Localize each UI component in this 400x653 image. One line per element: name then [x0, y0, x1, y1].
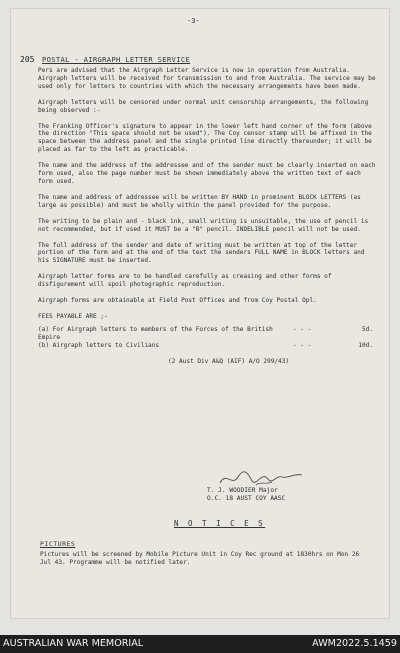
fee-dashes: - - -	[293, 341, 312, 349]
paragraph: Pers are advised that the Airgraph Letter Service is now in operation from Australia. Airgraph letters will be received for transmission to and from Australia. The service may be used only for letters to countries with which the necessary arrangements have been made.	[38, 67, 376, 90]
paragraph: Airgraph letter forms are to be handled carefully as creasing and other forms of disfigurement will spoil photographic reproduction.	[38, 273, 332, 289]
pictures-notice: Pictures will be screened by Mobile Picture Unit in Coy Rec ground at 1830hrs on Mon 26 Jul 43. Programme will be notified later.	[40, 551, 360, 566]
paragraph: The Franking Officer's signature to appear in the lower left hand corner of the form (above the direction "This space should not be used"). The Coy censor stamp will be affixed in the space between the address panel and the single printed line directly thereunder; it will be placed as far to the left as practicable.	[38, 122, 372, 154]
paragraph: The full address of the sender and date of writing must be written at top of the letter portion of the form and at the end of the text the senders FULL NAME in BLOCK letters and his SIGNATURE must be inserted.	[38, 241, 365, 265]
handwritten-signature	[216, 467, 306, 489]
paragraph: Airgraph forms are obtainable at Field Post Offices and from Coy Postal Opl.	[38, 297, 317, 305]
body-text	[38, 67, 376, 365]
signature-block	[207, 487, 285, 503]
item-number: 205	[20, 55, 35, 64]
archive-footer	[0, 635, 400, 653]
fee-row	[38, 342, 376, 350]
paragraph: Airgraph letters will be censored under normal unit censorship arrangements, the following being observed :-	[38, 98, 369, 114]
notices-title: N O T I C E S	[174, 519, 266, 528]
fee-dashes: - - -	[293, 325, 312, 333]
document-page	[11, 9, 389, 618]
paragraph: The writing to be plain and - black ink, small writing is unsuitable, the use of pencil is not recommended, but if used it MUST be a "B" pencil. INDELIBLE pencil will not be used.	[38, 217, 369, 233]
signatory-title: O.C. 18 AUST COY AASC	[207, 495, 286, 502]
page-number: -3-	[187, 17, 200, 25]
signatory-name: T. J. WOODIER Major	[207, 487, 278, 494]
archive-name: AUSTRALIAN WAR MEMORIAL	[3, 638, 144, 649]
section-heading: POSTAL - AIRGRAPH LETTER SERVICE	[42, 55, 191, 64]
paragraph: The name and address of addressee will be written BY HAND in prominent BLOCK LETTERS (as large as possible) and must be wholly within the panel provided for the purpose.	[38, 193, 361, 209]
fee-amount: 10d.	[358, 341, 373, 349]
fee-row	[38, 326, 376, 342]
pictures-heading: PICTURES	[40, 540, 76, 548]
fee-label: (b) Airgraph letters to Civilians	[38, 341, 160, 349]
catalogue-id: AWM2022.5.1459	[312, 638, 397, 649]
paragraph: The name and the address of the addressee and of the sender must be clearly inserted on each form used, also the page number must be shown immediately above the written text of each form used.	[38, 162, 376, 185]
fee-amount: 5d.	[361, 325, 373, 333]
order-reference: (2 Aust Div A&Q (AIF) A/O 299/43)	[168, 357, 290, 365]
fees-heading: FEES PAYABLE ARE ;-	[38, 312, 108, 320]
fee-label: (a) For Airgraph letters to members of the Forces of the British Empire	[38, 325, 273, 341]
